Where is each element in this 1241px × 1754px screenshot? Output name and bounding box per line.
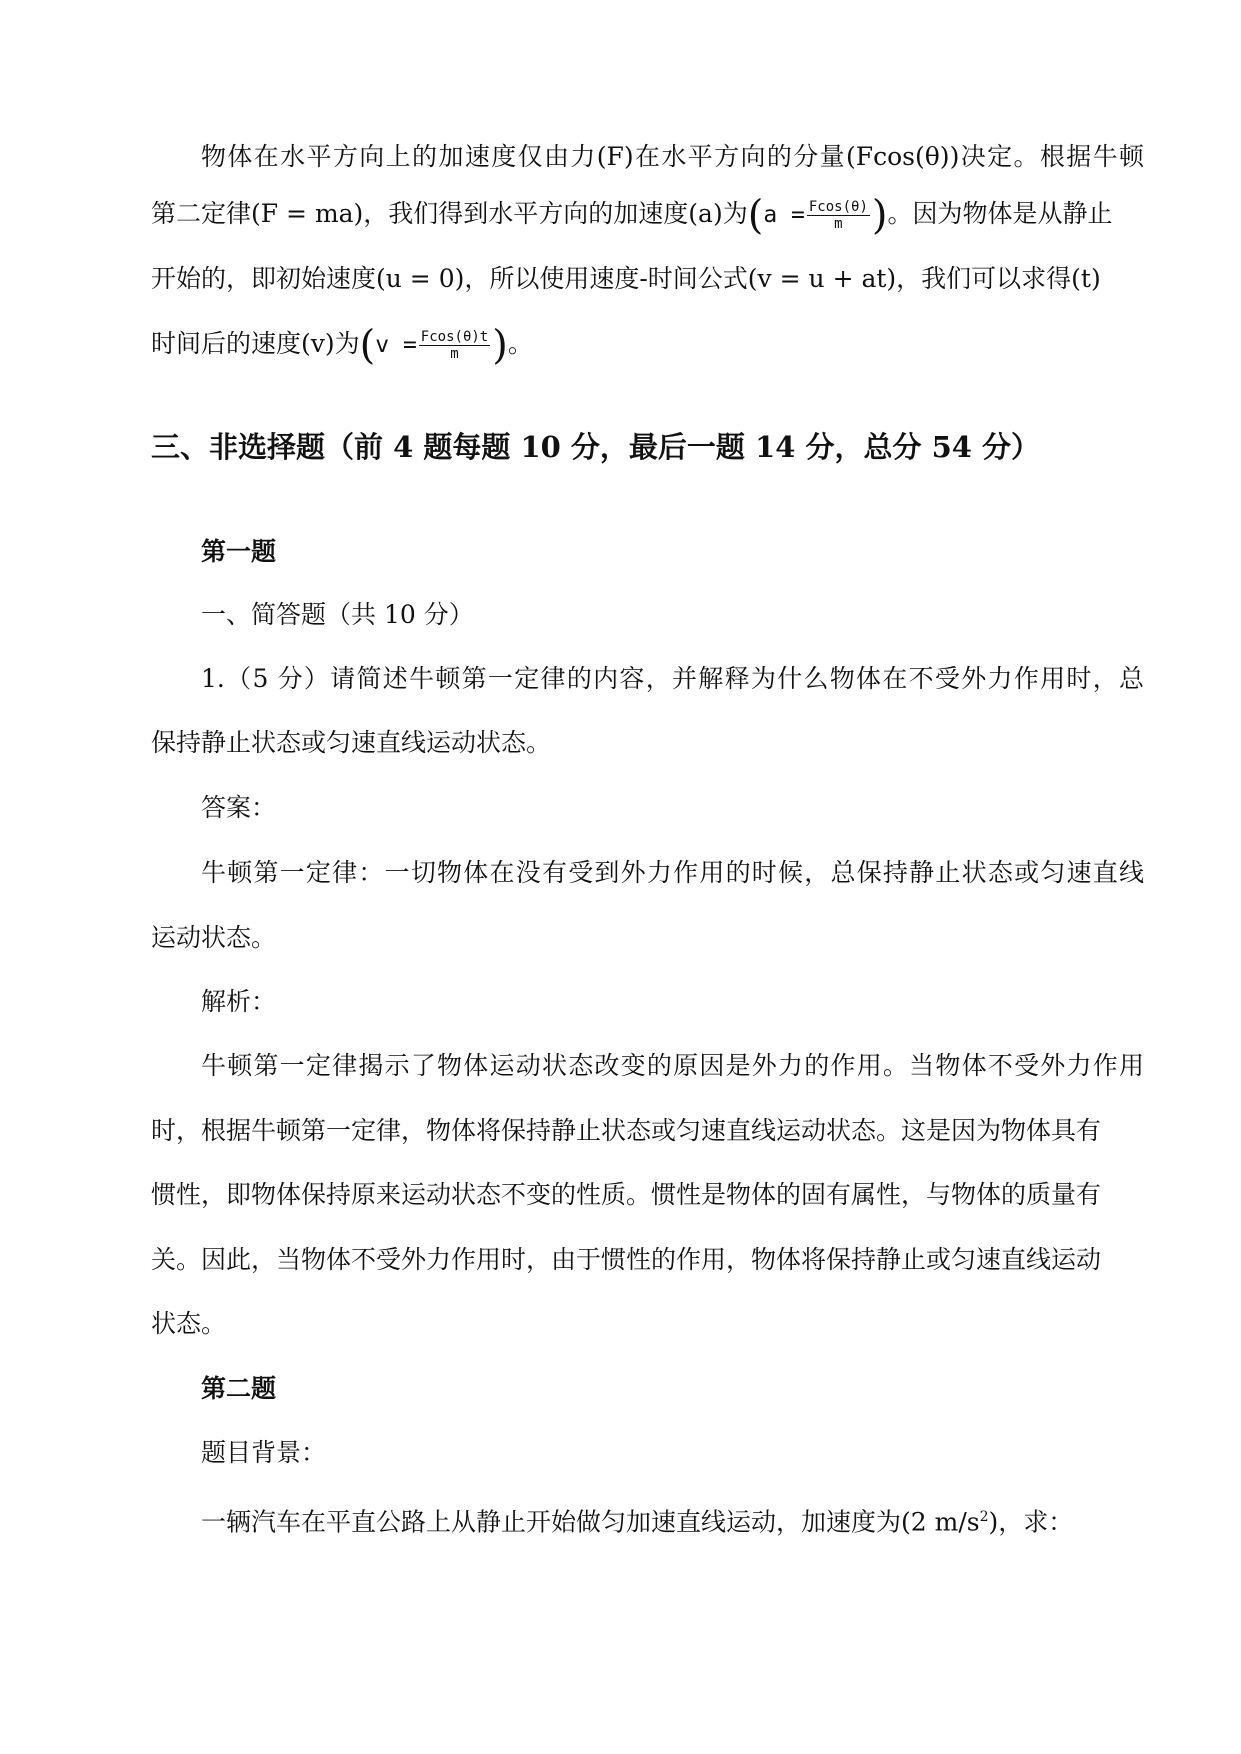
para1-line2-text-b: 。因为物体是从静止 bbox=[887, 199, 1113, 228]
eq-v-left: v = bbox=[375, 332, 417, 358]
q1-title: 第一题 bbox=[201, 537, 277, 566]
q1-answer-line2: 运动状态。 bbox=[151, 923, 277, 952]
q2-text-a: 一辆汽车在平直公路上从静止开始做匀加速直线运动，加速度为(2 m/s bbox=[201, 1507, 980, 1537]
q2-text-b: )，求： bbox=[988, 1507, 1074, 1537]
fraction-a-numerator: Fcos(θ) bbox=[808, 199, 868, 215]
q1-question-line1: 1.（5 分）请简述牛顿第一定律的内容，并解释为什么物体在不受外力作用时，总 bbox=[201, 664, 1144, 693]
fraction-a bbox=[807, 199, 870, 232]
para1-line4-text-a: 时间后的速度(v)为 bbox=[151, 329, 360, 358]
para1-line1: 物体在水平方向上的加速度仅由力(F)在水平方向的分量(Fcos(θ))决定。根据牛顿 bbox=[201, 142, 1144, 171]
para1-line2-text-a: 第二定律(F = ma)，我们得到水平方向的加速度(a)为 bbox=[151, 199, 748, 228]
fraction-v-numerator: Fcos(θ)t bbox=[420, 329, 489, 345]
eq-a-left: a = bbox=[763, 202, 805, 228]
para1-line3: 开始的，即初始速度(u = 0)，所以使用速度-时间公式(v = u + at)，我们可以求得(t) bbox=[151, 264, 1101, 293]
fraction-a-denominator: m bbox=[834, 216, 843, 232]
q1-part-heading: 一、简答题（共 10 分） bbox=[201, 600, 474, 629]
q2-text bbox=[151, 1500, 1144, 1539]
q1-analysis-label: 解析： bbox=[201, 987, 277, 1016]
q1-analysis-line3: 惯性，即物体保持原来运动状态不变的性质。惯性是物体的固有属性，与物体的质量有 bbox=[151, 1180, 1102, 1209]
fraction-v-denominator: m bbox=[450, 346, 459, 362]
q2-title: 第二题 bbox=[201, 1374, 277, 1403]
q1-answer-line1: 牛顿第一定律：一切物体在没有受到外力作用的时候，总保持静止状态或匀速直线 bbox=[201, 858, 1144, 887]
q1-question-line2: 保持静止状态或匀速直线运动状态。 bbox=[151, 728, 552, 757]
q2-background-label: 题目背景： bbox=[201, 1438, 327, 1467]
q1-analysis-line1: 牛顿第一定律揭示了物体运动状态改变的原因是外力的作用。当物体不受外力作用 bbox=[201, 1051, 1144, 1080]
q1-analysis-line4: 关。因此，当物体不受外力作用时，由于惯性的作用，物体将保持静止或匀速直线运动 bbox=[151, 1245, 1102, 1274]
para1-line2: 第二定律(F = ma)，我们得到水平方向的加速度(a)为(a = $\frac{Fcos(\theta)}{m}$ )。因为物体是从静止 bbox=[151, 192, 1113, 239]
q2-text-superscript: 2 bbox=[979, 1509, 989, 1525]
para1-line4-text-b: 。 bbox=[507, 329, 533, 358]
section-heading: 三、非选择题（前 4 题每题 10 分，最后一题 14 分，总分 54 分） bbox=[151, 430, 1041, 464]
para1-line4: 时间后的速度(v)为(v = $\frac{Fcos(\theta)t}{m}$ )。 bbox=[151, 322, 533, 369]
fraction-v bbox=[419, 329, 490, 362]
q1-answer-label: 答案： bbox=[201, 793, 277, 822]
q1-analysis-line5: 状态。 bbox=[151, 1309, 227, 1338]
q1-analysis-line2: 时，根据牛顿第一定律，物体将保持静止状态或匀速直线运动状态。这是因为物体具有 bbox=[151, 1116, 1102, 1145]
